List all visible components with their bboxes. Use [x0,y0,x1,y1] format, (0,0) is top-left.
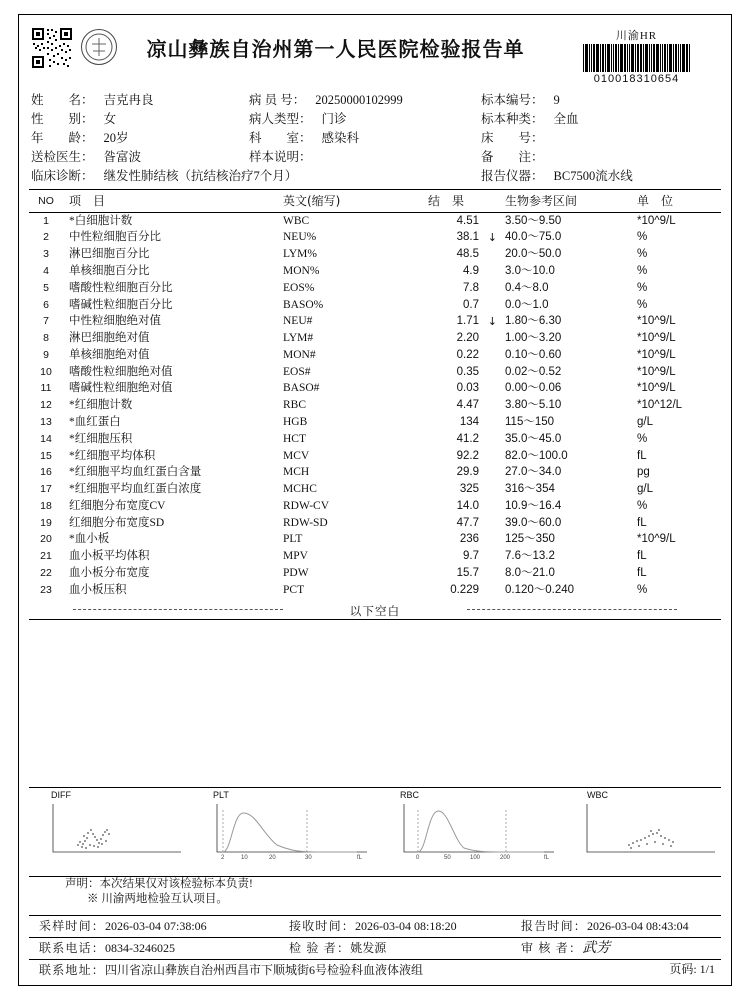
table-row [29,414,721,431]
cell-no: 14 [40,432,52,445]
cell-reference-range: 39.0～60.0 [505,516,562,529]
cell-no: 2 [43,231,49,244]
info-value: 20250000102999 [315,93,403,107]
report-header [29,21,721,87]
svg-text:fL: fL [357,855,363,861]
cell-abbrev: MCH [283,466,310,479]
footer-label: 联系电话： [39,941,106,955]
cell-reference-range: 82.0～100.0 [505,449,568,462]
cell-reference-range: 0.120～0.240 [505,583,575,596]
svg-text:10: 10 [241,855,248,861]
cell-reference-range: 3.50～9.50 [505,214,562,227]
footer-label: 接收时间： [289,919,356,933]
cell-item-name: *血小板 [69,533,110,546]
patient-info [29,91,721,186]
footer-value: 2026-03-04 07:38:06 [105,919,207,933]
cell-result: 236 [459,533,479,546]
cell-unit: *10^9/L [637,315,676,328]
info-value: BC7500流水线 [553,169,633,183]
cell-no: 20 [40,533,52,546]
cell-result: 0.35 [456,365,479,378]
cell-unit: *10^9/L [637,382,676,395]
svg-text:200: 200 [500,855,511,861]
cell-result: 15.7 [456,567,479,579]
cell-result: 325 [459,483,479,496]
table-row [29,582,721,599]
info-row [31,148,719,167]
cell-result: 0.229 [450,583,479,596]
info-label: 标本种类： [481,112,544,126]
cell-abbrev: EOS% [283,281,315,294]
info-row [31,110,719,129]
reviewer-signature: 武芳 [582,940,611,956]
info-label: 性 别： [31,112,94,126]
cell-no: 5 [43,281,49,294]
cell-reference-range: 1.00～3.20 [505,332,562,345]
cell-item-name: 血小板分布宽度 [69,567,150,579]
cell-unit: *10^9/L [637,348,676,361]
cell-reference-range: 35.0～45.0 [505,432,562,445]
table-row [29,515,721,532]
cell-result: 4.9 [463,264,479,277]
table-row [29,381,721,398]
table-row [29,297,721,314]
table-row [29,314,721,331]
table-row [29,230,721,247]
table-row [29,347,721,364]
barcode-number: 010018310654 [593,73,680,85]
chart-label: WBC [587,790,608,800]
cell-result: 9.7 [463,550,479,563]
info-label: 备 注： [481,150,544,164]
cell-reference-range: 8.0～21.0 [505,567,555,579]
svg-text:2: 2 [221,855,225,861]
cell-no: 10 [40,365,52,378]
cell-result: 2.20 [456,332,479,345]
cell-reference-range: 20.0～50.0 [505,248,562,261]
column-header-name: 项 目 [63,190,283,213]
cell-abbrev: MON# [283,348,316,361]
cell-item-name: 红细胞分布宽度SD [69,516,165,529]
info-label: 临床诊断： [31,169,94,183]
cell-abbrev: PCT [283,583,305,596]
cell-abbrev: LYM# [283,332,314,345]
cell-abbrev: RDW-CV [283,499,329,512]
report-sheet [18,14,732,986]
cell-reference-range: 3.0～10.0 [505,264,555,277]
cell-abbrev: RBC [283,399,307,412]
cell-no: 18 [40,499,52,512]
info-label: 年 龄： [31,131,94,145]
cell-abbrev: PLT [283,533,303,546]
cell-unit: *10^12/L [637,399,683,412]
info-value: 感染科 [321,131,360,145]
cell-abbrev: WBC [283,214,310,227]
cell-abbrev: MCHC [283,483,317,496]
table-row [29,482,721,499]
end-marker: 以下空白 [29,599,721,619]
cell-unit: fL [637,516,647,529]
info-label: 科 室： [249,131,312,145]
cell-no: 9 [43,348,49,361]
cell-no: 17 [40,483,52,496]
cell-no: 11 [40,382,52,395]
info-value: 继发性肺结核（抗结核治疗7个月） [103,169,298,183]
cell-abbrev: HGB [283,415,308,428]
chart-label: RBC [400,790,420,800]
cell-no: 3 [43,248,49,261]
cell-unit: *10^9/L [637,332,676,345]
table-row [29,398,721,415]
info-label: 姓 名： [31,93,94,107]
cell-no: 8 [43,332,49,345]
cell-unit: % [637,499,648,512]
cell-abbrev: BASO# [283,382,320,395]
cell-unit: % [637,264,648,277]
cell-item-name: 嗜酸性粒细胞百分比 [69,281,173,294]
footer-value: 四川省凉山彝族自治州西昌市下顺城街6号检验科血液体液组 [105,963,424,977]
cell-abbrev: MON% [283,264,320,277]
cell-result: 7.8 [463,281,479,294]
info-label: 报告仪器： [481,169,544,183]
footer-value: 2026-03-04 08:18:20 [355,919,457,933]
cell-reference-range: 10.9～16.4 [505,499,562,512]
table-row [29,532,721,549]
table-row [29,247,721,264]
cell-abbrev: NEU% [283,231,317,244]
table-row [29,431,721,448]
column-header-ref: 生物参考区间 [505,190,637,213]
cell-item-name: *红细胞平均血红蛋白含量 [69,466,202,479]
cell-item-name: 淋巴细胞绝对值 [69,332,150,345]
cell-item-name: *红细胞计数 [69,399,133,412]
table-header-row [29,190,721,213]
cell-abbrev: NEU# [283,315,313,328]
abnormal-flag-icon: ↓ [487,315,497,329]
cell-result: 38.1 ↓ [456,231,497,245]
footer-value: 2026-03-04 08:43:04 [587,919,689,933]
cell-reference-range: 0.4～8.0 [505,281,549,294]
page-number: 页码: 1/1 [669,962,715,976]
footer-label: 联系地址： [39,963,106,977]
histogram-panel [29,787,721,877]
cell-no: 19 [40,516,52,529]
table-row [29,364,721,381]
cell-item-name: 单核细胞百分比 [69,264,150,277]
cell-unit: g/L [637,415,653,428]
cell-item-name: *红细胞平均体积 [69,449,156,462]
info-row [31,91,719,110]
cell-item-name: *红细胞平均血红蛋白浓度 [69,483,202,496]
info-label: 病 员 号： [249,93,306,107]
cell-abbrev: BASO% [283,298,324,311]
cell-reference-range: 125～350 [505,533,555,546]
table-row [29,280,721,297]
footer-row [29,960,721,981]
info-label: 病人类型： [249,112,312,126]
chart-rbc [378,788,565,876]
cell-no: 15 [40,449,52,462]
cell-result: 48.5 [456,248,479,261]
cell-reference-range: 27.0～34.0 [505,466,562,479]
column-header-result: 结 果 [387,190,505,213]
svg-text:30: 30 [305,855,312,861]
cell-item-name: *血红蛋白 [69,415,121,428]
cell-reference-range: 316～354 [505,483,555,496]
cell-reference-range: 0.00～0.06 [505,382,562,395]
column-header-no: NO [29,190,63,213]
cell-result: 1.71 ↓ [456,315,497,329]
cell-reference-range: 0.10～0.60 [505,348,562,361]
info-label: 标本编号： [481,93,544,107]
cell-result: 4.47 [456,399,479,412]
chart-plt [191,788,378,876]
table-row [29,565,721,582]
cell-item-name: 中性粒细胞绝对值 [69,315,161,328]
cell-reference-range: 0.02～0.52 [505,365,562,378]
column-header-en: 英文(缩写) [283,190,387,213]
svg-text:fL: fL [544,855,550,861]
cell-item-name: 单核细胞绝对值 [69,348,150,361]
cell-item-name: 血小板平均体积 [69,550,150,563]
chart-label: DIFF [51,790,71,800]
report-footer [29,915,721,981]
table-body [29,213,721,599]
cell-abbrev: LYM% [283,248,317,261]
cell-result: 14.0 [456,499,479,512]
info-label: 床 号： [481,131,544,145]
barcode-image [554,44,719,72]
cell-unit: % [637,248,648,261]
cell-result: 0.03 [456,382,479,395]
footer-label: 采样时间： [39,919,106,933]
info-row [31,167,719,186]
table-row [29,549,721,566]
cell-abbrev: RDW-SD [283,516,328,529]
cell-item-name: *红细胞压积 [69,432,133,445]
cell-unit: % [637,583,648,596]
table-row [29,465,721,482]
cell-result: 0.22 [456,348,479,361]
footer-value: 姚发源 [350,941,387,955]
chart-label: PLT [213,790,229,800]
cell-result: 4.51 [456,214,479,227]
cell-unit: fL [637,567,647,579]
footer-label: 检 验 者： [289,941,351,955]
cell-item-name: 嗜碱性粒细胞百分比 [69,298,173,311]
footer-label: 审 核 者： [521,941,583,955]
cell-no: 16 [40,466,52,479]
hospital-logo-icon [81,29,117,65]
cell-no: 12 [40,399,52,412]
cell-no: 6 [43,298,49,311]
cell-item-name: 红细胞分布宽度CV [69,499,166,512]
cell-result: 29.9 [456,466,479,479]
cell-unit: g/L [637,483,653,496]
cell-item-name: *白细胞计数 [69,214,133,227]
cell-abbrev: PDW [283,567,309,579]
info-value: 吉克冉良 [103,93,154,107]
footer-row [29,938,721,960]
footer-value: 0834-3246025 [105,941,176,955]
cell-unit: % [637,231,648,244]
svg-text:0: 0 [416,855,420,861]
cell-item-name: 淋巴细胞百分比 [69,248,150,261]
declaration [29,877,721,907]
cell-result: 47.7 [456,516,479,529]
cell-result: 134 [459,415,479,428]
cell-item-name: 血小板压积 [69,583,127,596]
svg-text:100: 100 [470,855,481,861]
svg-text:20: 20 [269,855,276,861]
info-value: 门诊 [321,112,347,126]
cell-no: 22 [40,567,52,579]
cell-abbrev: HCT [283,432,306,445]
cell-reference-range: 1.80～6.30 [505,315,562,328]
cell-unit: pg [637,466,650,479]
cell-reference-range: 3.80～5.10 [505,399,562,412]
cell-reference-range: 7.6～13.2 [505,550,555,563]
cell-no: 23 [40,583,52,596]
info-value: 9 [553,93,560,107]
chart-wbc [565,788,727,876]
cell-no: 4 [43,264,49,277]
cell-reference-range: 40.0～75.0 [505,231,562,244]
table-row [29,330,721,347]
cell-reference-range: 0.0～1.0 [505,298,549,311]
cell-item-name: 中性粒细胞百分比 [69,231,161,244]
cell-no: 7 [43,315,49,328]
cell-no: 13 [40,415,52,428]
info-label: 样本说明： [249,150,312,164]
cell-result: 92.2 [456,449,479,462]
cell-abbrev: MCV [283,449,310,462]
table-row [29,263,721,280]
cell-unit: % [637,281,648,294]
cell-unit: fL [637,449,647,462]
column-header-unit: 单 位 [637,190,721,213]
cell-unit: % [637,298,648,311]
info-label: 送检医生： [31,150,94,164]
cell-result: 0.7 [463,298,479,311]
cell-abbrev: EOS# [283,365,311,378]
info-value: 全血 [553,112,579,126]
declaration-line-1: 声明：本次结果仅对该检验标本负责! [65,878,253,890]
cell-unit: % [637,432,648,445]
table-row [29,213,721,230]
footer-label: 报告时间： [521,919,588,933]
chart-diff [29,788,191,876]
table-row [29,448,721,465]
cell-item-name: 嗜酸性粒细胞绝对值 [69,365,173,378]
barcode-block [554,25,719,85]
hr-label: 川渝HR [615,30,658,42]
footer-row [29,916,721,938]
results-table [29,189,721,620]
info-value: 女 [103,112,117,126]
cell-no: 1 [43,214,49,227]
declaration-line-2: ※ 川渝两地检验互认项目。 [87,893,228,905]
cell-unit: *10^9/L [637,533,676,546]
cell-reference-range: 115～150 [505,415,555,428]
abnormal-flag-icon: ↓ [487,231,497,245]
cell-result: 41.2 [456,432,479,445]
cell-unit: *10^9/L [637,214,676,227]
cell-abbrev: MPV [283,550,308,563]
info-value: 20岁 [103,131,129,145]
svg-text:50: 50 [444,855,451,861]
cell-item-name: 嗜碱性粒细胞绝对值 [69,382,173,395]
table-row [29,498,721,515]
page-title: 凉山彝族自治州第一人民医院检验报告单 [146,37,525,61]
cell-no: 21 [40,550,52,563]
cell-unit: *10^9/L [637,365,676,378]
info-row [31,129,719,148]
qr-code-icon [31,27,73,69]
cell-unit: fL [637,550,647,563]
info-value: 昝富波 [103,150,142,164]
